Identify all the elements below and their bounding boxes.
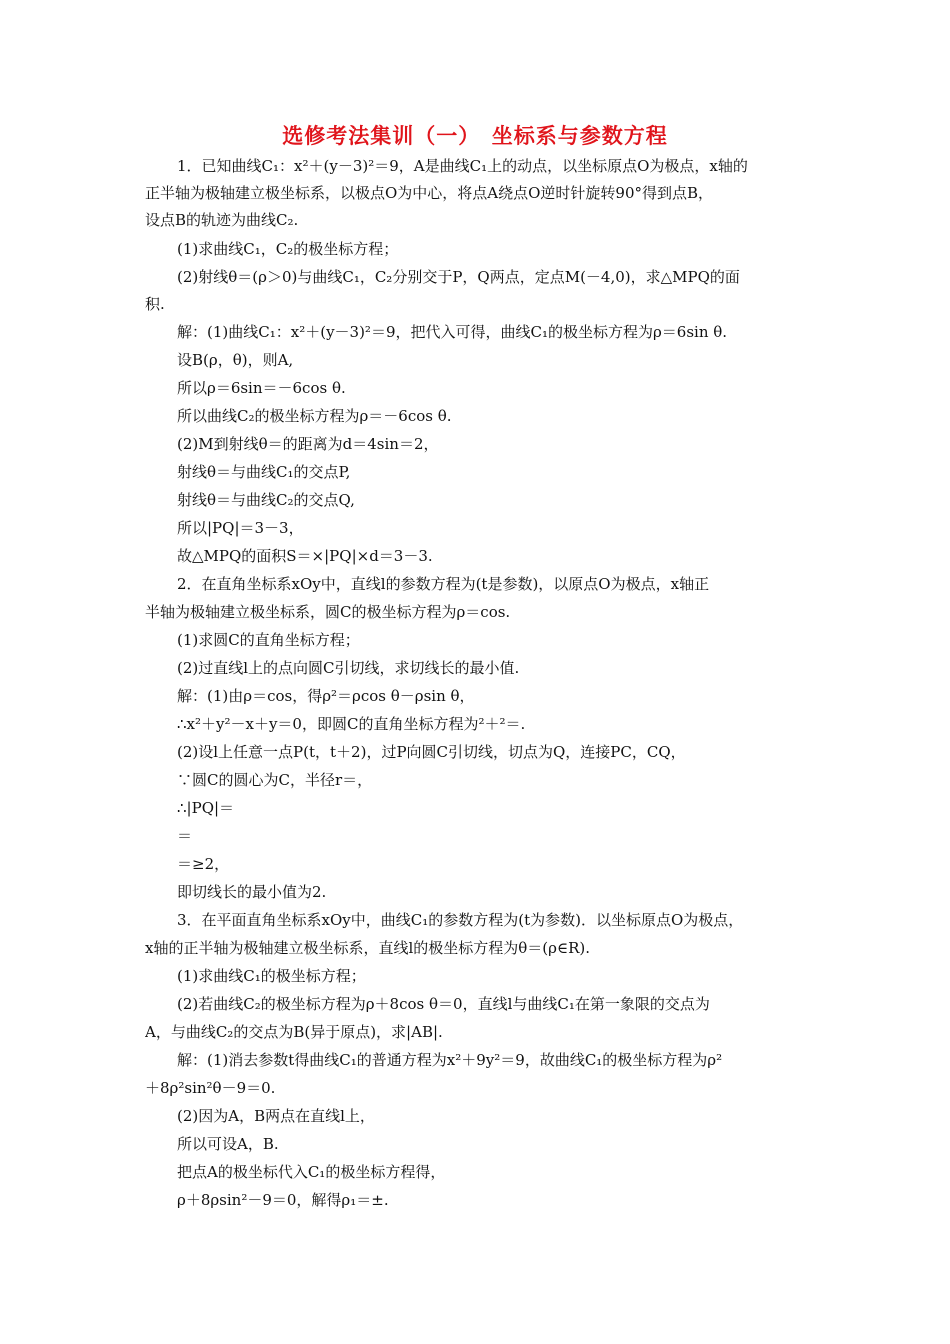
text-line: 设点B的轨迹为曲线C₂. bbox=[145, 211, 299, 229]
text-line: 解：(1)消去参数t得曲线C₁的普通方程为x²＋9y²＝9，故曲线C₁的极坐标方程为ρ² bbox=[177, 1051, 723, 1069]
text-line: (1)求圆C的直角坐标方程； bbox=[177, 631, 360, 649]
text-line: (2)M到射线θ＝的距离为d＝4sin＝2， bbox=[177, 435, 439, 453]
text-line: 故△MPQ的面积S＝×|PQ|×d＝3－3. bbox=[177, 547, 433, 565]
text-line: 正半轴为极轴建立极坐标系，以极点O为中心，将点A绕点O逆时针旋转90°得到点B， bbox=[145, 184, 714, 202]
text-line: 射线θ＝与曲线C₁的交点P, bbox=[177, 463, 351, 481]
text-line: ＋8ρ²sin²θ－9＝0. bbox=[145, 1079, 276, 1097]
text-line: 把点A的极坐标代入C₁的极坐标方程得， bbox=[177, 1163, 446, 1181]
text-line: ρ＋8ρsin²－9＝0，解得ρ₁＝±. bbox=[177, 1191, 389, 1209]
text-line: x轴的正半轴为极轴建立极坐标系，直线l的极坐标方程为θ＝(ρ∈R). bbox=[145, 939, 590, 957]
text-line: ＝≥2， bbox=[177, 855, 230, 873]
text-line: (2)若曲线C₂的极坐标方程为ρ＋8cos θ＝0，直线l与曲线C₁在第一象限的交点为 bbox=[177, 995, 710, 1013]
text-line: ∵圆C的圆心为C，半径r＝， bbox=[177, 771, 373, 789]
text-line: 设B(ρ，θ)，则A, bbox=[177, 351, 294, 369]
text-line: (1)求曲线C₁的极坐标方程； bbox=[177, 967, 366, 985]
text-line: 半轴为极轴建立极坐标系，圆C的极坐标方程为ρ＝cos. bbox=[145, 603, 511, 621]
text-line: 积. bbox=[145, 295, 165, 313]
text-line: 解：(1)由ρ＝cos，得ρ²＝ρcos θ－ρsin θ， bbox=[177, 687, 475, 705]
text-line: (2)过直线l上的点向圆C引切线，求切线长的最小值. bbox=[177, 659, 520, 677]
text-line: 解：(1)曲线C₁：x²＋(y－3)²＝9，把代入可得，曲线C₁的极坐标方程为ρ＝6sin θ. bbox=[177, 323, 728, 341]
text-line: 射线θ＝与曲线C₂的交点Q, bbox=[177, 491, 355, 509]
page-title: 选修考法集训（一） 坐标系与参数方程 bbox=[282, 124, 668, 148]
text-line: ＝ bbox=[177, 827, 193, 845]
text-line: (1)求曲线C₁，C₂的极坐标方程； bbox=[177, 240, 399, 258]
text-line: 2．在直角坐标系xOy中，直线l的参数方程为(t是参数)，以原点O为极点，x轴正 bbox=[177, 575, 710, 593]
text-line: ∴x²＋y²－x＋y＝0，即圆C的直角坐标方程为²＋²＝. bbox=[177, 715, 526, 733]
text-line: A，与曲线C₂的交点为B(异于原点)，求|AB|. bbox=[145, 1023, 443, 1041]
text-line: 1．已知曲线C₁：x²＋(y－3)²＝9，A是曲线C₁上的动点，以坐标原点O为极点，x轴的 bbox=[177, 157, 748, 175]
text-line: 所以|PQ|＝3－3， bbox=[177, 519, 304, 537]
text-line: 所以ρ＝6sin＝－6cos θ. bbox=[177, 379, 346, 397]
text-line: ∴|PQ|＝ bbox=[177, 799, 235, 817]
text-line: (2)因为A，B两点在直线l上， bbox=[177, 1107, 375, 1125]
text-line: (2)射线θ＝(ρ＞0)与曲线C₁，C₂分别交于P，Q两点，定点M(－4,0)，求△MPQ的面 bbox=[177, 268, 740, 286]
text-line: (2)设l上任意一点P(t，t＋2)，过P向圆C引切线，切点为Q，连接PC，CQ， bbox=[177, 743, 686, 761]
text-line: 所以可设A，B. bbox=[177, 1135, 279, 1153]
text-line: 所以曲线C₂的极坐标方程为ρ＝－6cos θ. bbox=[177, 407, 452, 425]
text-line: 3．在平面直角坐标系xOy中，曲线C₁的参数方程为(t为参数)．以坐标原点O为极点， bbox=[177, 911, 744, 929]
text-line: 即切线长的最小值为2. bbox=[177, 883, 327, 901]
